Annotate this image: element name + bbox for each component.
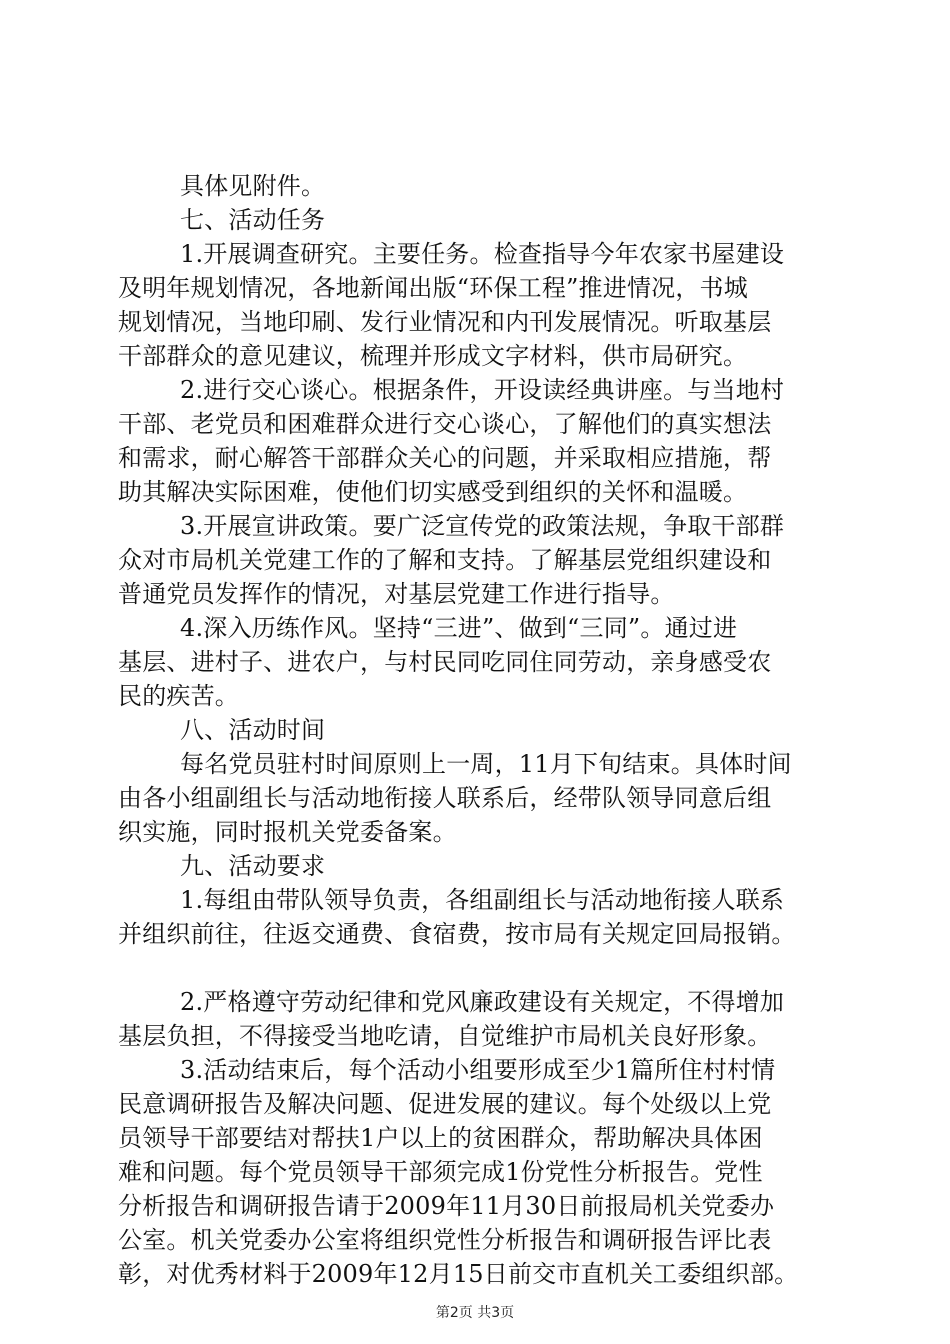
- body-line: 基层负担，不得接受当地吃请，自觉维护市局机关良好形象。: [118, 1022, 772, 1050]
- body-line: 2.进行交心谈心。根据条件，开设读经典讲座。与当地村: [180, 376, 785, 404]
- body-line: 分析报告和调研报告请于2009年11月30日前报局机关党委办: [118, 1192, 775, 1220]
- body-line: 民意调研报告及解决问题、促进发展的建议。每个处级以上党: [118, 1090, 772, 1118]
- body-line: 民的疾苦。: [118, 682, 239, 710]
- body-line: 公室。机关党委办公室将组织党性分析报告和调研报告评比表: [118, 1226, 772, 1254]
- body-line: 和需求，耐心解答干部群众关心的问题，并采取相应措施，帮: [118, 444, 772, 472]
- section-heading: 八、活动时间: [180, 716, 326, 744]
- body-line: 织实施，同时报机关党委备案。: [118, 818, 457, 846]
- body-line: 具体见附件。: [180, 172, 326, 200]
- body-line: 员领导干部要结对帮扶1户以上的贫困群众，帮助解决具体困: [118, 1124, 763, 1152]
- body-line: 彰，对优秀材料于2009年12月15日前交市直机关工委组织部。: [118, 1260, 799, 1288]
- body-line: 干部、老党员和困难群众进行交心谈心，了解他们的真实想法: [118, 410, 772, 438]
- body-line: 2.严格遵守劳动纪律和党风廉政建设有关规定，不得增加: [180, 988, 785, 1016]
- body-line: 基层、进村子、进农户，与村民同吃同住同劳动，亲身感受农: [118, 648, 772, 676]
- body-line: 4.深入历练作风。坚持“三进”、做到“三同”。通过进: [180, 614, 738, 642]
- body-line: 难和问题。每个党员领导干部须完成1份党性分析报告。党性: [118, 1158, 763, 1186]
- section-heading: 七、活动任务: [180, 206, 326, 234]
- page-number-footer: 第2页 共3页: [435, 1305, 515, 1321]
- body-line: 由各小组副组长与活动地衔接人联系后，经带队领导同意后组: [118, 784, 772, 812]
- body-line: 并组织前往，往返交通费、食宿费，按市局有关规定回局报销。: [118, 920, 796, 948]
- body-line: 干部群众的意见建议，梳理并形成文字材料，供市局研究。: [118, 342, 748, 370]
- body-line: 规划情况，当地印刷、发行业情况和内刊发展情况。听取基层: [118, 308, 772, 336]
- body-line: 3.开展宣讲政策。要广泛宣传党的政策法规，争取干部群: [180, 512, 785, 540]
- body-line: 1.开展调查研究。主要任务。检查指导今年农家书屋建设: [180, 240, 785, 268]
- body-line: 及明年规划情况，各地新闻出版“环保工程”推进情况，书城: [118, 274, 748, 302]
- body-line: 3.活动结束后，每个活动小组要形成至少1篇所住村村情: [180, 1056, 776, 1084]
- body-line: 助其解决实际困难，使他们切实感受到组织的关怀和温暖。: [118, 478, 748, 506]
- body-line: 每名党员驻村时间原则上一周，11月下旬结束。具体时间: [180, 750, 792, 778]
- section-heading: 九、活动要求: [180, 852, 326, 880]
- body-line: 普通党员发挥作的情况，对基层党建工作进行指导。: [118, 580, 675, 608]
- body-line: 1.每组由带队领导负责，各组副组长与活动地衔接人联系: [180, 886, 785, 914]
- body-line: 众对市局机关党建工作的了解和支持。了解基层党组织建设和: [118, 546, 772, 574]
